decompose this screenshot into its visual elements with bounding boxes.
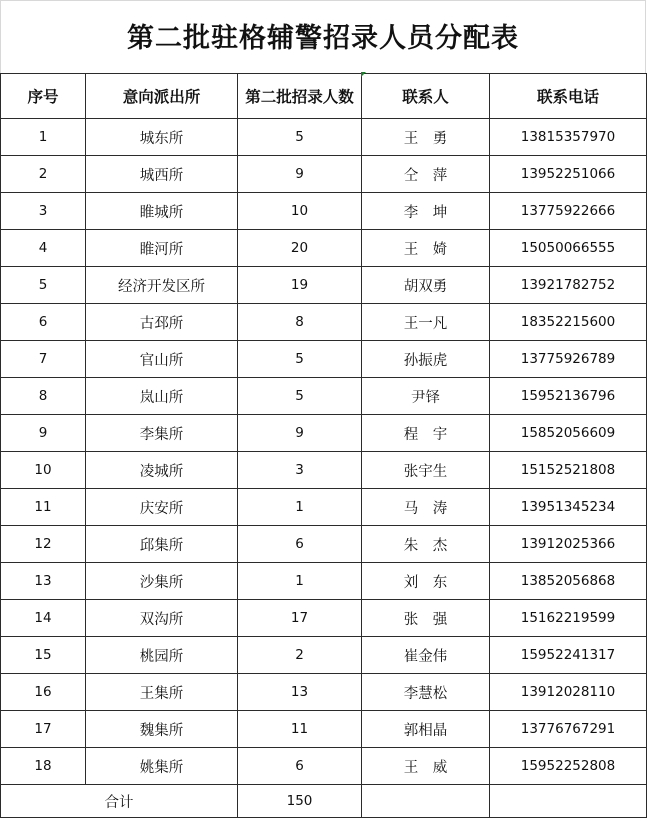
total-label-cell[interactable]: 合计 xyxy=(1,785,238,818)
station-cell[interactable]: 邱集所 xyxy=(86,526,238,563)
station-cell[interactable]: 睢城所 xyxy=(86,193,238,230)
seq-cell[interactable]: 18 xyxy=(1,748,86,785)
table-row xyxy=(1,230,647,267)
phone-cell[interactable]: 15852056609 xyxy=(490,415,647,452)
seq-cell[interactable]: 9 xyxy=(1,415,86,452)
count-cell[interactable]: 17 xyxy=(238,600,362,637)
header-station[interactable]: 意向派出所 xyxy=(86,74,238,119)
count-cell[interactable]: 11 xyxy=(238,711,362,748)
table-row xyxy=(1,156,647,193)
count-cell[interactable]: 6 xyxy=(238,748,362,785)
seq-cell[interactable]: 17 xyxy=(1,711,86,748)
seq-cell[interactable]: 16 xyxy=(1,674,86,711)
count-cell[interactable]: 10 xyxy=(238,193,362,230)
contact-cell[interactable]: 尹铎 xyxy=(362,378,490,415)
count-cell[interactable]: 5 xyxy=(238,119,362,156)
count-cell[interactable]: 3 xyxy=(238,452,362,489)
contact-cell[interactable]: 王 威 xyxy=(362,748,490,785)
count-cell[interactable]: 20 xyxy=(238,230,362,267)
contact-cell[interactable]: 胡双勇 xyxy=(362,267,490,304)
count-cell[interactable]: 5 xyxy=(238,378,362,415)
header-seq[interactable]: 序号 xyxy=(1,74,86,119)
seq-cell[interactable]: 5 xyxy=(1,267,86,304)
seq-cell[interactable]: 11 xyxy=(1,489,86,526)
seq-cell[interactable]: 6 xyxy=(1,304,86,341)
phone-cell[interactable]: 15952136796 xyxy=(490,378,647,415)
phone-cell[interactable]: 13912028110 xyxy=(490,674,647,711)
count-cell[interactable]: 5 xyxy=(238,341,362,378)
station-cell[interactable]: 凌城所 xyxy=(86,452,238,489)
seq-cell[interactable]: 1 xyxy=(1,119,86,156)
header-row xyxy=(1,74,647,119)
seq-cell[interactable]: 10 xyxy=(1,452,86,489)
station-cell[interactable]: 古邳所 xyxy=(86,304,238,341)
count-cell[interactable]: 9 xyxy=(238,415,362,452)
phone-cell[interactable]: 13951345234 xyxy=(490,489,647,526)
station-cell[interactable]: 经济开发区所 xyxy=(86,267,238,304)
station-cell[interactable]: 沙集所 xyxy=(86,563,238,600)
table-row xyxy=(1,304,647,341)
station-cell[interactable]: 城西所 xyxy=(86,156,238,193)
station-cell[interactable]: 桃园所 xyxy=(86,637,238,674)
table-row xyxy=(1,415,647,452)
station-cell[interactable]: 双沟所 xyxy=(86,600,238,637)
seq-cell[interactable]: 15 xyxy=(1,637,86,674)
phone-cell[interactable]: 13912025366 xyxy=(490,526,647,563)
contact-cell[interactable]: 崔金伟 xyxy=(362,637,490,674)
table-row xyxy=(1,119,647,156)
phone-cell[interactable]: 15050066555 xyxy=(490,230,647,267)
phone-cell[interactable]: 13921782752 xyxy=(490,267,647,304)
seq-cell[interactable]: 2 xyxy=(1,156,86,193)
table-row xyxy=(1,563,647,600)
header-count[interactable]: 第二批招录人数 xyxy=(238,74,362,119)
count-cell[interactable]: 1 xyxy=(238,563,362,600)
phone-cell[interactable]: 13952251066 xyxy=(490,156,647,193)
contact-cell[interactable]: 王 婍 xyxy=(362,230,490,267)
phone-cell[interactable]: 13815357970 xyxy=(490,119,647,156)
table-row xyxy=(1,600,647,637)
count-cell[interactable]: 6 xyxy=(238,526,362,563)
table-row xyxy=(1,489,647,526)
seq-cell[interactable]: 12 xyxy=(1,526,86,563)
phone-cell[interactable]: 15952241317 xyxy=(490,637,647,674)
station-cell[interactable]: 城东所 xyxy=(86,119,238,156)
station-cell[interactable]: 姚集所 xyxy=(86,748,238,785)
allocation-table xyxy=(0,73,647,818)
station-cell[interactable]: 王集所 xyxy=(86,674,238,711)
phone-cell[interactable]: 13852056868 xyxy=(490,563,647,600)
station-cell[interactable]: 睢河所 xyxy=(86,230,238,267)
seq-cell[interactable]: 7 xyxy=(1,341,86,378)
count-cell[interactable]: 9 xyxy=(238,156,362,193)
seq-cell[interactable]: 13 xyxy=(1,563,86,600)
seq-cell[interactable]: 8 xyxy=(1,378,86,415)
phone-cell[interactable]: 15952252808 xyxy=(490,748,647,785)
cell-comment-marker-icon xyxy=(361,72,366,77)
station-cell[interactable]: 官山所 xyxy=(86,341,238,378)
total-count-cell[interactable]: 150 xyxy=(238,785,362,818)
phone-cell[interactable]: 15162219599 xyxy=(490,600,647,637)
table-row xyxy=(1,452,647,489)
sheet-title: 第二批驻格辅警招录人员分配表 xyxy=(0,0,646,73)
contact-cell[interactable]: 张宇生 xyxy=(362,452,490,489)
contact-cell[interactable]: 郭相晶 xyxy=(362,711,490,748)
station-cell[interactable]: 岚山所 xyxy=(86,378,238,415)
station-cell[interactable]: 魏集所 xyxy=(86,711,238,748)
phone-cell[interactable]: 13775926789 xyxy=(490,341,647,378)
contact-cell[interactable]: 马 涛 xyxy=(362,489,490,526)
seq-cell[interactable]: 4 xyxy=(1,230,86,267)
contact-cell[interactable]: 刘 东 xyxy=(362,563,490,600)
table-row xyxy=(1,193,647,230)
phone-cell[interactable]: 15152521808 xyxy=(490,452,647,489)
table-row xyxy=(1,674,647,711)
total-empty-cell[interactable] xyxy=(362,785,490,818)
table-row xyxy=(1,526,647,563)
table-row xyxy=(1,637,647,674)
contact-cell[interactable]: 仝 萍 xyxy=(362,156,490,193)
contact-cell[interactable]: 李 坤 xyxy=(362,193,490,230)
count-cell[interactable]: 8 xyxy=(238,304,362,341)
contact-cell[interactable]: 王 勇 xyxy=(362,119,490,156)
contact-cell[interactable]: 张 强 xyxy=(362,600,490,637)
table-row xyxy=(1,711,647,748)
header-phone[interactable]: 联系电话 xyxy=(490,74,647,119)
contact-cell[interactable]: 孙振虎 xyxy=(362,341,490,378)
contact-cell[interactable]: 程 宇 xyxy=(362,415,490,452)
table-row xyxy=(1,341,647,378)
contact-cell[interactable]: 朱 杰 xyxy=(362,526,490,563)
seq-cell[interactable]: 14 xyxy=(1,600,86,637)
station-cell[interactable]: 李集所 xyxy=(86,415,238,452)
phone-cell[interactable]: 18352215600 xyxy=(490,304,647,341)
table-row xyxy=(1,378,647,415)
contact-cell[interactable]: 王一凡 xyxy=(362,304,490,341)
table-row xyxy=(1,267,647,304)
phone-cell[interactable]: 13776767291 xyxy=(490,711,647,748)
table-row xyxy=(1,748,647,785)
station-cell[interactable]: 庆安所 xyxy=(86,489,238,526)
phone-cell[interactable]: 13775922666 xyxy=(490,193,647,230)
header-contact[interactable]: 联系人 xyxy=(362,74,490,119)
contact-cell[interactable]: 李慧松 xyxy=(362,674,490,711)
count-cell[interactable]: 1 xyxy=(238,489,362,526)
count-cell[interactable]: 2 xyxy=(238,637,362,674)
table-body xyxy=(1,119,647,785)
seq-cell[interactable]: 3 xyxy=(1,193,86,230)
total-row xyxy=(1,785,647,818)
count-cell[interactable]: 19 xyxy=(238,267,362,304)
count-cell[interactable]: 13 xyxy=(238,674,362,711)
total-empty-cell[interactable] xyxy=(490,785,647,818)
